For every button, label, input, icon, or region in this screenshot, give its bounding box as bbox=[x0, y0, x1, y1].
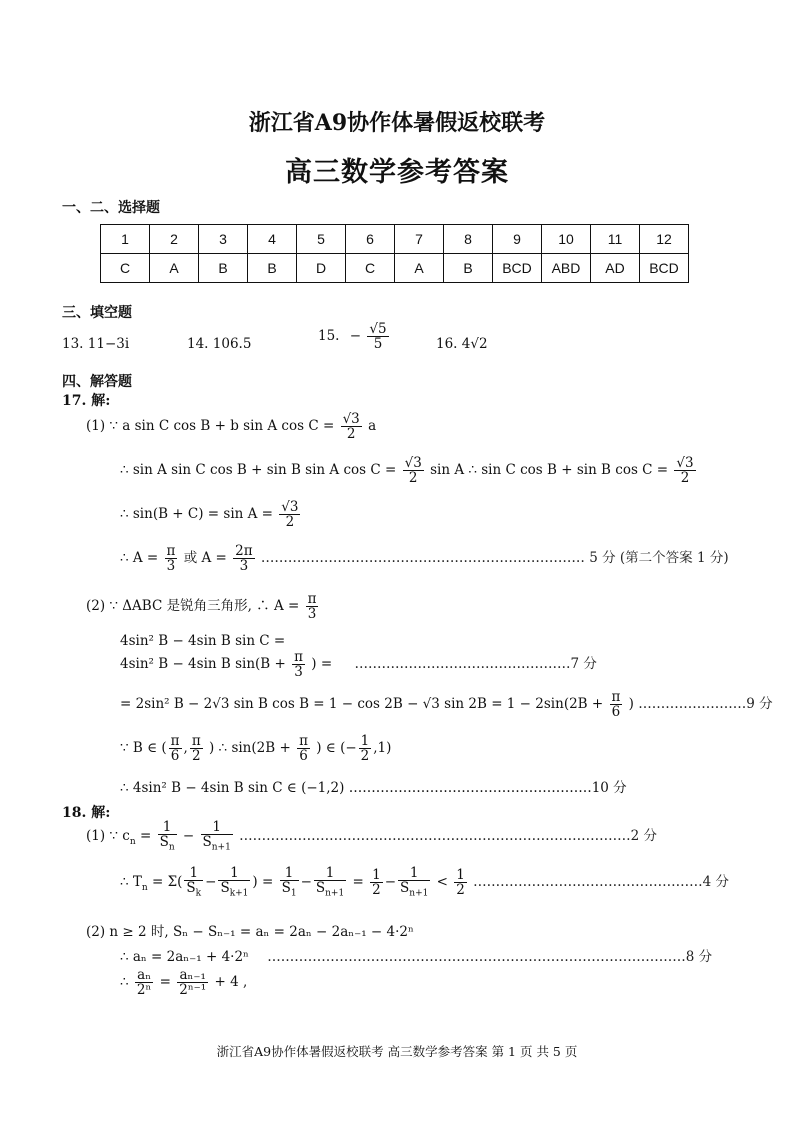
frac-num: π bbox=[170, 733, 180, 749]
p17-line-1-text: (1) ∵ a sin C cos B + b sin A cos C = bbox=[86, 418, 335, 435]
question-number-cell: 1 bbox=[101, 225, 150, 254]
p18-line-2-fraction-1 bbox=[184, 866, 203, 899]
frac-num: 1 bbox=[201, 820, 233, 835]
frac-den: 2 bbox=[408, 470, 418, 487]
frac-den: 6 bbox=[170, 748, 180, 765]
question-number-cell: 9 bbox=[493, 225, 542, 254]
p18-part2-line-3-text-c: + 4 , bbox=[214, 974, 248, 991]
frac-num: 1 bbox=[184, 866, 203, 881]
frac-num: 1 bbox=[314, 866, 346, 881]
p18-part2-line-2-text: ∴ aₙ = 2aₙ₋₁ + 4·2ⁿ bbox=[120, 949, 249, 965]
p17-line-2-fraction-2 bbox=[674, 456, 695, 485]
p18-part2-line-3-fraction-2 bbox=[177, 968, 208, 997]
question-number-cell: 7 bbox=[395, 225, 444, 254]
frac-num: π bbox=[191, 733, 201, 749]
frac-den-s: S bbox=[186, 880, 196, 897]
p18-line-1: (1) ∵ $c_n$ = $\frac{1}{S_n}$ − $\frac{1}{S_{n+1}}$ ……………………………………………………………………………2 分 bbox=[86, 819, 658, 853]
p18-line-1-fraction-1 bbox=[158, 820, 177, 853]
p18-part2-line-3 bbox=[120, 968, 247, 997]
p18-part2-line-3-text-a: ∴ bbox=[120, 974, 129, 991]
frac-den: 2 bbox=[285, 514, 295, 531]
frac-den: 2ⁿ⁻¹ bbox=[179, 982, 207, 999]
frac-num: 1 bbox=[218, 866, 250, 881]
frac-den: 2 bbox=[680, 470, 690, 487]
answer-cell: C bbox=[346, 254, 395, 283]
frac-num: aₙ bbox=[135, 968, 153, 983]
frac-den: $S_n$ bbox=[159, 834, 175, 853]
frac-num: 1 bbox=[456, 866, 465, 883]
p17-part2-line-6: ∴ 4sin² B − 4sin B sin C ∈ (−1,2) ………………………………………………10 分 bbox=[120, 780, 627, 796]
answer-13: 13. 11−3i bbox=[62, 336, 130, 352]
document-subtitle: 高三数学参考答案 bbox=[285, 157, 509, 188]
frac-den: $S_{n+1}$ bbox=[400, 880, 429, 899]
p17-part2-line-5-fraction-2 bbox=[190, 734, 203, 763]
p17-part2-line-1-text: (2) ∵ ΔABC 是锐角三角形, ∴ A = bbox=[86, 598, 300, 615]
frac-num: π bbox=[307, 591, 317, 607]
frac-num: 1 bbox=[280, 866, 299, 881]
p18-line-2-eq: = bbox=[352, 874, 364, 891]
p17-part2-line-4-fraction bbox=[610, 690, 623, 719]
frac-num: π bbox=[294, 649, 303, 665]
frac-den: 2 bbox=[360, 748, 370, 765]
frac-den-s: S bbox=[315, 880, 326, 897]
frac-num: √3 bbox=[404, 455, 422, 471]
p17-line-1-tail: a bbox=[368, 418, 377, 435]
p18-part2-line-1: (2) n ≥ 2 时, Sₙ − Sₙ₋₁ = aₙ = 2aₙ − 2aₙ₋₁ − 4·2ⁿ bbox=[86, 924, 414, 940]
frac-num: 2π bbox=[235, 543, 253, 559]
p17-line-4-fraction-1 bbox=[165, 544, 178, 573]
frac-den: $S_{n+1}$ bbox=[202, 834, 231, 853]
p17-line-1 bbox=[86, 412, 376, 441]
answer-cell: B bbox=[199, 254, 248, 283]
answer-cell: A bbox=[150, 254, 199, 283]
p17-part2-line-3 bbox=[120, 650, 597, 679]
p17-line-4-score: ……………………………………………………………… 5 分 (第二个答案 1 分) bbox=[260, 550, 729, 567]
p17-line-2 bbox=[120, 456, 698, 485]
question-number-cell: 6 bbox=[346, 225, 395, 254]
p17-part2-line-3-fraction bbox=[292, 650, 305, 679]
frac-num: aₙ₋₁ bbox=[177, 968, 208, 983]
question-number-cell: 4 bbox=[248, 225, 297, 254]
p17-line-2-text-a: ∴ sin A sin C cos B + sin B sin A cos C = bbox=[120, 462, 397, 479]
question-number-cell: 10 bbox=[542, 225, 591, 254]
frac-den-s: S bbox=[400, 880, 410, 897]
frac-den: 2 bbox=[456, 882, 465, 899]
p17-line-2-fraction-1 bbox=[403, 456, 424, 485]
frac-num: √3 bbox=[281, 499, 299, 515]
answer-cell: B bbox=[248, 254, 297, 283]
frac-den: $S_k$ bbox=[186, 880, 202, 899]
answer-table-number-row bbox=[101, 225, 689, 254]
p18-line-1-eq: = bbox=[139, 828, 152, 845]
section-heading-solution: 四、解答题 bbox=[62, 374, 132, 390]
frac-den: 6 bbox=[299, 748, 308, 765]
question-number-cell: 12 bbox=[640, 225, 689, 254]
p17-part2-line-5-fraction-4 bbox=[359, 734, 372, 763]
p17-line-3-text: ∴ sin(B + C) = sin A = bbox=[120, 506, 273, 523]
p17-line-4-text-a: ∴ A = bbox=[120, 550, 159, 567]
document-title: 浙江省A9协作体暑假返校联考 bbox=[248, 110, 546, 136]
p18-line-1-text-a: (1) ∵ c bbox=[86, 828, 130, 845]
answer-cell: D bbox=[297, 254, 346, 283]
frac-den: $S_1$ bbox=[281, 880, 297, 899]
frac-den-s: S bbox=[220, 880, 230, 897]
answer-15: 15. − $\frac{√5}{5}$ bbox=[318, 321, 387, 353]
frac-num: 1 bbox=[158, 820, 177, 835]
p17-line-3-fraction bbox=[279, 500, 300, 529]
p17-part2-line-3-text-a: 4sin² B − 4sin B sin(B + bbox=[120, 656, 286, 673]
frac-den: 3 bbox=[166, 558, 176, 575]
section-heading-choice: 一、二、选择题 bbox=[62, 200, 160, 216]
frac-den: 3 bbox=[307, 606, 317, 623]
p17-part2-line-3-text-b: ) = bbox=[311, 656, 333, 673]
answer-cell: BCD bbox=[493, 254, 542, 283]
frac-num: 1 bbox=[360, 733, 370, 749]
p17-part2-line-5 bbox=[120, 734, 391, 763]
frac-num: √3 bbox=[676, 455, 694, 471]
p18-part2-line-2-score: …………………………………………………………………………………8 分 bbox=[267, 949, 713, 965]
frac-den: 2 bbox=[346, 426, 356, 443]
p17-part2-line-2: 4sin² B − 4sin B sin C = bbox=[120, 633, 286, 649]
p17-part2-line-5-fraction-3 bbox=[297, 734, 310, 763]
p17-line-4-fraction-2 bbox=[233, 544, 254, 573]
p17-line-3 bbox=[120, 500, 302, 529]
p18-line-2-fraction-4 bbox=[314, 866, 346, 899]
p17-part2-line-5-fraction-1 bbox=[169, 734, 182, 763]
answer-cell: ABD bbox=[542, 254, 591, 283]
p17-part2-line-4 bbox=[120, 690, 773, 719]
frac-den: $S_{k+1}$ bbox=[220, 880, 249, 899]
frac-num: π bbox=[166, 543, 176, 559]
frac-den: $S_{n+1}$ bbox=[315, 880, 345, 899]
p17-line-4 bbox=[120, 544, 729, 573]
question-number-cell: 5 bbox=[297, 225, 346, 254]
answer-cell: C bbox=[101, 254, 150, 283]
p18-line-2-fraction-3 bbox=[280, 866, 299, 899]
p17-part2-line-5-comma: , bbox=[183, 740, 188, 757]
p18-line-2-text-c: ) = bbox=[252, 874, 274, 891]
p18-line-2: ∴ $T_n = \Sigma$( $\frac{1}{S_k}$ − $\frac{1}{S_{k+1}}$ ) = $\frac{1}{S_1}$ − $\frac{1}{S_{n+1}}$ = $\frac{1}{2}$ − $\frac{1}{S_{n+1}}$ < $\frac{1}{2}$ ……………………………………………4 分 bbox=[120, 865, 730, 899]
p18-line-2-sum: = Σ( bbox=[151, 874, 183, 891]
question-number-cell: 8 bbox=[444, 225, 493, 254]
p18-part2-line-2 bbox=[120, 945, 712, 965]
question-number-cell: 2 bbox=[150, 225, 199, 254]
section-heading-fill: 三、填空题 bbox=[62, 305, 132, 321]
frac-den: 3 bbox=[239, 558, 249, 575]
frac-den: 2 bbox=[372, 882, 381, 899]
problem-17-label: 17. 解: bbox=[62, 393, 111, 409]
answer-15-numerator: √5 bbox=[369, 321, 387, 337]
answer-table-answer-row bbox=[101, 254, 689, 283]
frac-num: 1 bbox=[372, 866, 381, 883]
p18-line-2-fraction-7 bbox=[454, 868, 467, 897]
p18-line-2-lt: < bbox=[436, 874, 448, 891]
p17-part2-line-5-text-b: ) ∴ sin(2B + bbox=[209, 740, 291, 757]
question-number-cell: 3 bbox=[199, 225, 248, 254]
page-footer: 浙江省A9协作体暑假返校联考 高三数学参考答案 第 1 页 共 5 页 bbox=[216, 1044, 578, 1059]
p18-line-2-fraction-6 bbox=[398, 866, 430, 899]
p17-line-2-text-b: sin A ∴ sin C cos B + sin B cos C = bbox=[430, 462, 669, 479]
frac-den: 2 bbox=[191, 748, 201, 765]
frac-den: 2ⁿ bbox=[136, 982, 152, 999]
frac-den-s: S bbox=[281, 880, 291, 897]
answer-cell: A bbox=[395, 254, 444, 283]
answer-16: 16. 4√2 bbox=[436, 336, 488, 352]
p17-part2-line-4-text-b: ) bbox=[628, 696, 634, 713]
frac-den-s: S bbox=[159, 834, 169, 851]
p17-part2-line-5-text-d: ,1) bbox=[373, 740, 392, 757]
answer-14: 14. 106.5 bbox=[187, 336, 252, 352]
frac-num: 1 bbox=[398, 866, 430, 881]
frac-num: √3 bbox=[342, 411, 360, 427]
frac-den-s: S bbox=[202, 834, 212, 851]
p17-line-1-fraction bbox=[341, 412, 362, 441]
p18-line-1-score: ……………………………………………………………………………2 分 bbox=[239, 828, 658, 845]
answer-cell: AD bbox=[591, 254, 640, 283]
frac-num: π bbox=[611, 689, 621, 705]
p18-part2-line-3-eq: = bbox=[159, 974, 171, 991]
p17-part2-line-4-score: ……………………9 分 bbox=[638, 696, 773, 713]
p17-part2-line-1-fraction bbox=[306, 592, 319, 621]
p18-line-2-text-a: ∴ T bbox=[120, 874, 142, 891]
frac-num: π bbox=[299, 733, 308, 749]
p17-line-4-text-b: 或 A = bbox=[183, 550, 227, 567]
p17-part2-line-3-score: …………………………………………7 分 bbox=[354, 656, 597, 673]
p18-line-2-fraction-2 bbox=[218, 866, 250, 899]
answer-15-label: 15. bbox=[318, 328, 340, 345]
question-number-cell: 11 bbox=[591, 225, 640, 254]
frac-den: 6 bbox=[611, 704, 621, 721]
p18-line-1-fraction-2 bbox=[201, 820, 233, 853]
p18-part2-line-3-fraction-1 bbox=[135, 968, 153, 997]
p17-part2-line-5-text-c: ) ∈ (− bbox=[316, 740, 357, 757]
p18-line-2-fraction-5 bbox=[370, 868, 383, 897]
frac-den: 3 bbox=[294, 664, 303, 681]
p17-part2-line-4-text-a: = 2sin² B − 2√3 sin B cos B = 1 − cos 2B − √3 sin 2B = 1 − 2sin(2B + bbox=[120, 696, 604, 713]
answer-cell: B bbox=[444, 254, 493, 283]
p18-line-2-score: ……………………………………………4 分 bbox=[473, 874, 730, 891]
answer-15-denominator: 5 bbox=[373, 336, 383, 353]
p17-part2-line-5-text-a: ∵ B ∈ ( bbox=[120, 740, 167, 757]
answer-cell: BCD bbox=[640, 254, 689, 283]
answer-15-fraction bbox=[367, 322, 388, 351]
answer-table bbox=[100, 224, 689, 283]
problem-18-label: 18. 解: bbox=[62, 805, 111, 821]
p17-part2-line-1 bbox=[86, 592, 320, 621]
